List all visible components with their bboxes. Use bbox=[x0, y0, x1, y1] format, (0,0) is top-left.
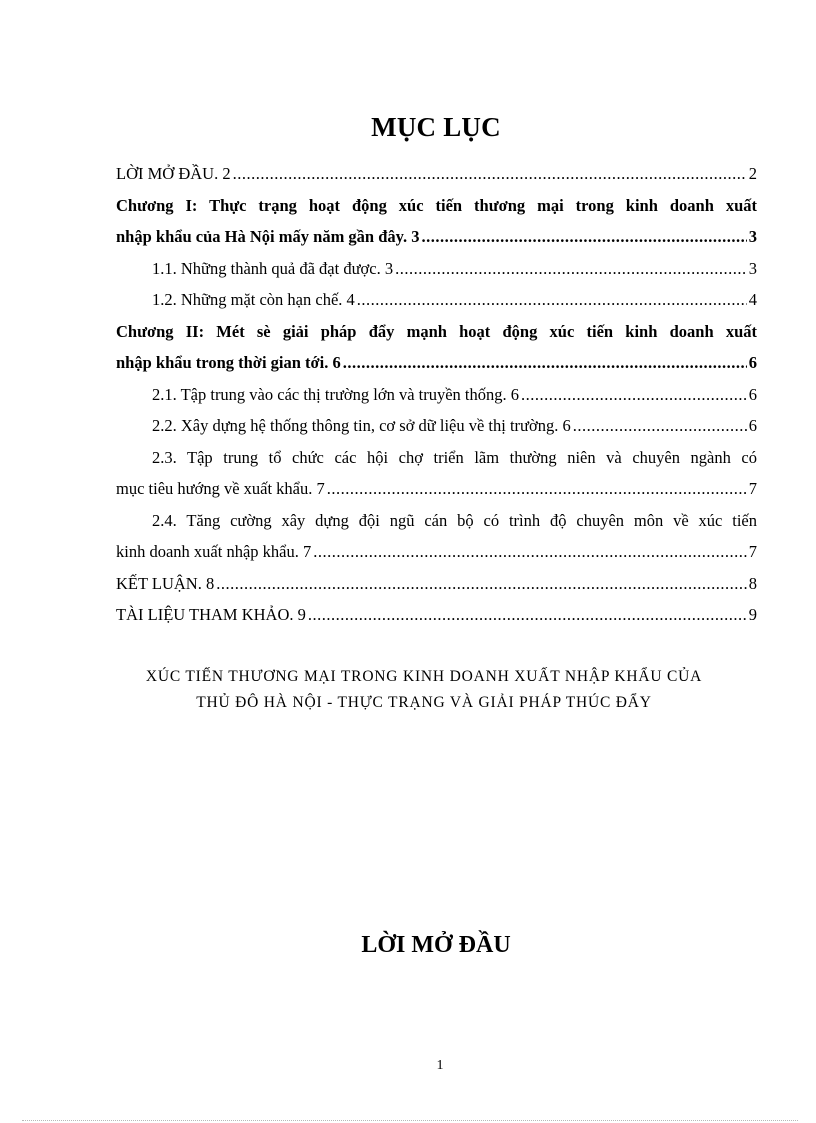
toc-leader-dots bbox=[327, 473, 747, 505]
toc-page-number: 8 bbox=[748, 573, 757, 593]
toc-entry-text: TÀI LIỆU THAM KHẢO. 9 bbox=[116, 605, 306, 624]
toc-entry-text-line1: Chương II: Mét sè giải pháp đẩy mạnh hoạt động xúc tiến kinh doanh xuất bbox=[116, 321, 757, 341]
toc-page-number: 3 bbox=[748, 258, 757, 278]
document-heading bbox=[100, 664, 748, 716]
toc-entry-text: nhập khẩu của Hà Nội mấy năm gần đây. 3 bbox=[116, 227, 420, 246]
toc-leader-dots bbox=[233, 158, 747, 190]
page-bottom-divider bbox=[22, 1120, 798, 1121]
toc-entry-text: 2.1. Tập trung vào các thị trường lớn và truyền thống. 6 bbox=[152, 384, 520, 404]
toc-entry-text: 1.2. Những mặt còn hạn chế. 4 bbox=[152, 290, 355, 309]
toc-page-number: 2 bbox=[748, 164, 757, 183]
document-heading-line2: THỦ ĐÔ HÀ NỘI - THỰC TRẠNG VÀ GIẢI PHÁP THÚC ĐẨY bbox=[196, 694, 652, 711]
toc-leader-dots bbox=[216, 568, 747, 600]
toc-entry-intro[interactable] bbox=[116, 158, 757, 190]
toc-leader-dots bbox=[308, 599, 747, 631]
toc-entry-conclusion[interactable] bbox=[116, 568, 757, 600]
toc-leader-dots bbox=[395, 253, 747, 285]
toc-entry-text-line1: 2.3. Tập trung tổ chức các hội chợ triển lãm thường niên và chuyên ngành có bbox=[152, 447, 757, 467]
toc-entry-2-1[interactable] bbox=[116, 379, 757, 411]
toc-leader-dots bbox=[357, 284, 747, 316]
toc-leader-dots bbox=[422, 221, 747, 253]
toc-page-number: 7 bbox=[748, 479, 757, 498]
toc-page-number: 9 bbox=[748, 605, 757, 624]
page-title: MỤC LỤC bbox=[371, 112, 501, 142]
toc-page-number: 4 bbox=[748, 290, 757, 309]
toc-leader-dots bbox=[343, 347, 747, 379]
toc-entry-chapter-2[interactable] bbox=[116, 316, 757, 379]
page-number: 1 bbox=[436, 1058, 444, 1073]
toc-page-number: 6 bbox=[748, 353, 757, 372]
toc-entry-2-4[interactable] bbox=[116, 505, 757, 568]
table-of-contents bbox=[116, 158, 757, 631]
toc-page-number: 6 bbox=[748, 416, 757, 435]
toc-entry-text: 2.2. Xây dựng hệ thống thông tin, cơ sở dữ liệu về thị trường. 6 bbox=[152, 416, 571, 435]
intro-section-title: LỜI MỞ ĐẦU bbox=[361, 932, 511, 958]
toc-entry-chapter-1[interactable] bbox=[116, 190, 757, 253]
toc-entry-text: mục tiêu hướng về xuất khẩu. 7 bbox=[116, 479, 325, 498]
toc-entry-references[interactable] bbox=[116, 599, 757, 631]
toc-entry-1-1[interactable] bbox=[116, 253, 757, 285]
toc-page-number: 6 bbox=[748, 384, 757, 404]
toc-entry-2-3[interactable] bbox=[116, 442, 757, 505]
toc-entry-text: LỜI MỞ ĐẦU. 2 bbox=[116, 164, 231, 183]
document-heading-line1: XÚC TIẾN THƯƠNG MẠI TRONG KINH DOANH XUẤT NHẬP KHẨU CỦA bbox=[145, 668, 703, 685]
toc-entry-2-2[interactable] bbox=[116, 410, 757, 442]
toc-entry-text-line1: Chương I: Thực trạng hoạt động xúc tiến thương mại trong kinh doanh xuất bbox=[116, 195, 757, 215]
toc-leader-dots bbox=[521, 379, 747, 411]
toc-leader-dots bbox=[313, 536, 747, 568]
toc-entry-text: 1.1. Những thành quả đã đạt được. 3 bbox=[152, 258, 394, 278]
toc-entry-text: KẾT LUẬN. 8 bbox=[116, 573, 215, 593]
toc-page-number: 7 bbox=[748, 542, 757, 561]
toc-page-number: 3 bbox=[748, 227, 757, 246]
toc-entry-text: kinh doanh xuất nhập khẩu. 7 bbox=[116, 542, 312, 561]
toc-entry-text: nhập khẩu trong thời gian tới. 6 bbox=[116, 353, 341, 372]
toc-leader-dots bbox=[573, 410, 747, 442]
toc-entry-text-line1: 2.4. Tăng cường xây dựng đội ngũ cán bộ có trình độ chuyên môn về xúc tiến bbox=[152, 510, 757, 530]
toc-entry-1-2[interactable] bbox=[116, 284, 757, 316]
